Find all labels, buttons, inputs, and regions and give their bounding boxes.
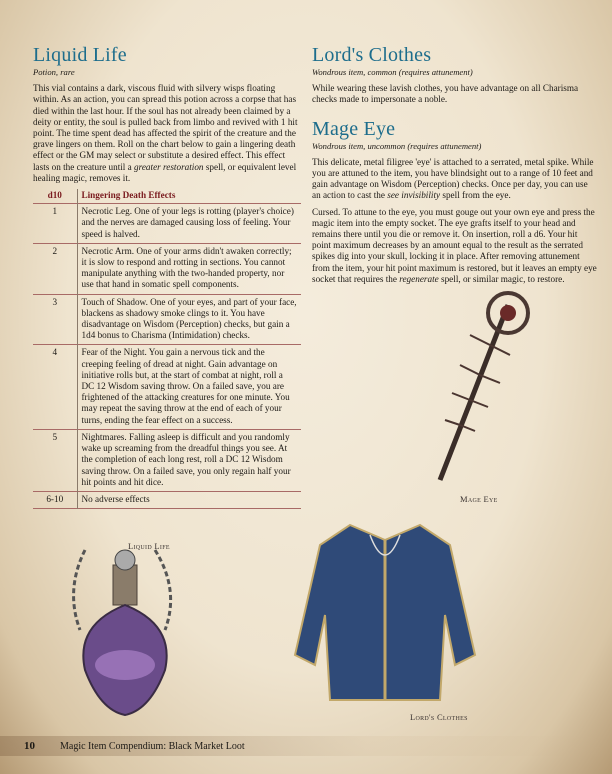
table-header-row: d10 Lingering Death Effects: [33, 189, 301, 204]
liquid-life-title: Liquid Life: [33, 44, 127, 66]
liquid-life-subtitle: Potion, rare: [33, 67, 75, 77]
table-row: 1 Necrotic Leg. One of your legs is rotting (player's choice) and the nerves are damaged causing loss of feeling. Your speed is halved.: [33, 204, 301, 244]
table-row: 2 Necrotic Arm. One of your arms didn't awaken correctly; it is slow to respond and rotting in sections. You cannot manipulate anything with the two-handed property, nor use that hand in somatic spell components.: [33, 243, 301, 294]
table-row: 3 Touch of Shadow. One of your eyes, and part of your face, blackens as shadowy smoke clings to it. You have disadvantage on Wisdom (Perception) checks, but gain a 1d4 bonus to Charisma (Intimidation) checks.: [33, 294, 301, 345]
mage-eye-curse: Cursed. To attune to the eye, you must gouge out your own eye and press the magic item into the empty socket. The eye grafts itself to your head and remains there until you die or remove it. On insertion, roll a d6. Your hit point maximum decreases by an amount equal to the result as the serrated spikes dig into your skull, locking it in place. After removing attunement from the item, your hit point maximum is restored, but it leaves an empty eye socket that requires the regenerate spell, or similar magic, to restore.: [312, 206, 597, 284]
lords-clothes-subtitle: Wondrous item, common (requires attunement): [312, 67, 473, 77]
mage-eye-caption: Mage Eye: [460, 494, 498, 504]
right-column: [312, 44, 597, 290]
page-number: 10: [24, 740, 35, 752]
left-column: [33, 44, 301, 509]
lords-clothes-illustration: [290, 515, 480, 705]
lords-clothes-description: While wearing these lavish clothes, you have advantage on all Charisma checks made to impersonate a noble.: [312, 83, 579, 105]
liquid-life-illustration: [55, 530, 195, 720]
page-footer: [0, 736, 612, 756]
table-row: 4 Fear of the Night. You gain a nervous tick and the creeping feeling of dread at night. Gain advantage on initiative rolls but, at the start of combat at night, roll a DC 12 Wisdom saving throw. On a failed save, you are frightened of the attacking creatures for one minute. You may repeat the saving throw at the end of each of your turns, ending the fear effect on a success.: [33, 345, 301, 429]
mage-eye-description: This delicate, metal filigree 'eye' is attached to a serrated, metal spike. While you are attuned to the item, you have blindsight out to a range of 10 feet and gain advantage on Wisdom (Perception) checks. Once per day, you can use an action to cast the see invisibility spell from the eye.: [312, 156, 594, 201]
mage-eye-title: Mage Eye: [312, 117, 396, 140]
table-row: 6-10 No adverse effects: [33, 491, 301, 508]
table-row: 5 Nightmares. Falling asleep is difficult and you randomly wake up screaming from the dreadful things you see. At the completion of each long rest, roll a DC 12 Wisdom saving throw. On a failed save, you only regain half your hit points and hit dice.: [33, 429, 301, 491]
lords-clothes-title: Lord's Clothes: [312, 44, 432, 66]
liquid-life-caption: Liquid Life: [128, 541, 170, 551]
liquid-life-description: This vial contains a dark, viscous fluid with silvery wisps floating within. As an action, you can spread this potion across a corpse that has died within the last hour. If the soul has not already been claimed by a deity or entity, the soul is pulled back from limbo and revived with 1 hit point. The time spent dead has affected the spirit of the creature and the grave lingers on them. Roll on the chart below to gain a lingering death effect or the GM may select or substitute a desired effect. This effect lasts on the creature until a greater restoration spell, or equivalent level healing magic, removes it.: [33, 83, 298, 183]
mage-eye-subtitle: Wondrous item, uncommon (requires attunement): [312, 140, 482, 151]
book-title: Magic Item Compendium: Black Market Loot: [60, 740, 245, 752]
lingering-death-table: [33, 189, 301, 509]
lords-clothes-caption: Lord's Clothes: [410, 712, 468, 722]
mage-eye-illustration: [420, 285, 550, 485]
